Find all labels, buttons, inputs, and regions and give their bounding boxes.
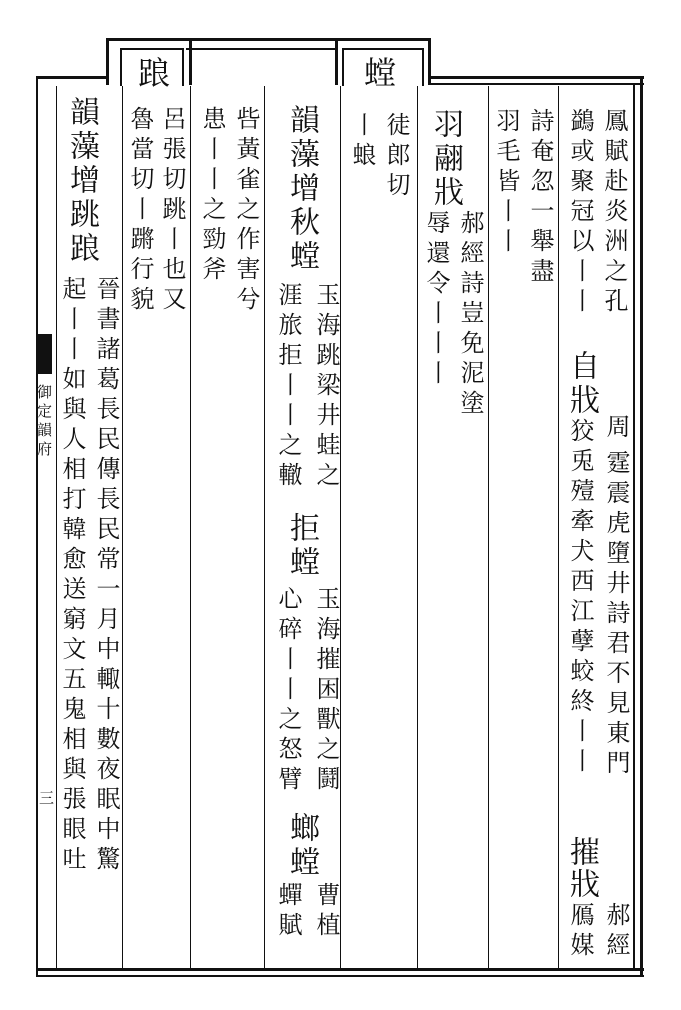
text-column-13: 患丨丨之勁斧 [198,106,226,286]
text-column-3: 詩奄忽一舉盡 [526,108,554,288]
text-column-1b-head: 自 [564,350,599,384]
text-column-11c: 蟬賦 [274,882,302,942]
text-column-2d: 鴈媒 [566,902,594,962]
divider-8 [56,86,57,968]
text-column-2b: 狡兎殪牽犬西江孽蛟終丨丨 [566,418,594,778]
frame-right-border [640,76,643,976]
frame-top-right-2 [430,83,644,85]
text-column-5-head3: 戕 [428,176,463,210]
divider-7 [122,86,123,968]
text-column-2b-head: 摧 [564,836,599,870]
text-column-10b-note: 玉海摧困獸之鬪 [312,586,340,796]
margin-bar [36,334,52,374]
text-column-1: 鳳賦赴炎洲之孔 [600,108,628,318]
divider-1 [558,86,559,968]
text-column-2: 霆震虎墮井詩君不見東門 [602,450,630,780]
page-number: 三 [37,790,55,809]
text-column-1b: 鷁或聚冠以丨丨 [566,108,594,318]
text-column-12: 呰黃雀之作害兮 [232,106,260,316]
text-column-5-note: 郝經詩豈免泥塗 [456,210,484,420]
text-column-16-note: 晉書諸葛長民傳長民常一月中輙十數夜眠中驚 [92,276,120,876]
text-column-15: 魯當切丨蹡行貌 [126,106,154,316]
tab-bridge-top-2 [186,48,336,50]
text-column-8: 丨蜋 [348,112,376,172]
text-column-2c-note: 郝經 [602,902,630,962]
text-column-9-head: 韻藻增秋螳 [284,104,319,274]
tab-bridge-top [186,38,336,41]
text-column-17: 起丨丨如與人相打韓愈送窮文五鬼相與張眼吐 [58,276,86,876]
frame-right-border-2 [633,83,635,969]
text-column-4: 羽毛皆丨丨 [492,108,520,258]
frame-bottom-border [36,968,644,971]
text-column-1c-head: 戕 [564,384,599,418]
text-column-1c-note: 周 [602,414,630,444]
text-column-5-head1: 羽 [428,108,463,142]
text-column-11: 心碎丨丨之怒臂 [274,586,302,796]
frame-left-border [36,76,38,976]
text-column-14: 呂張切跳丨也又 [158,106,186,316]
text-column-7: 徒郎切 [382,112,410,202]
headword-right: 螳 [359,56,397,92]
frame-bottom-border-2 [36,975,644,977]
text-column-2c-head: 戕 [564,868,599,902]
divider-4 [340,86,341,968]
divider-5 [264,86,265,968]
text-column-5-head2: 翮 [428,142,463,176]
text-column-11b-head: 螂螳 [284,812,319,880]
frame-top-right [430,76,644,79]
text-column-6: 辱還令丨丨丨 [422,210,450,390]
headword-left: 踉 [133,56,171,92]
text-column-16-head: 韻藻增跳踉 [64,96,99,266]
text-column-10b-head: 拒螳 [284,512,319,580]
margin-vertical-title: 御定韻府 [35,384,53,460]
divider-2 [488,86,489,968]
text-column-10: 涯旅拒丨丨之轍 [274,282,302,492]
text-column-11b-note: 曹植 [312,882,340,942]
text-column-9-note: 玉海跳梁井蛙之 [312,282,340,492]
divider-3 [417,86,418,968]
divider-6 [190,86,191,968]
frame-top-left [36,76,110,79]
